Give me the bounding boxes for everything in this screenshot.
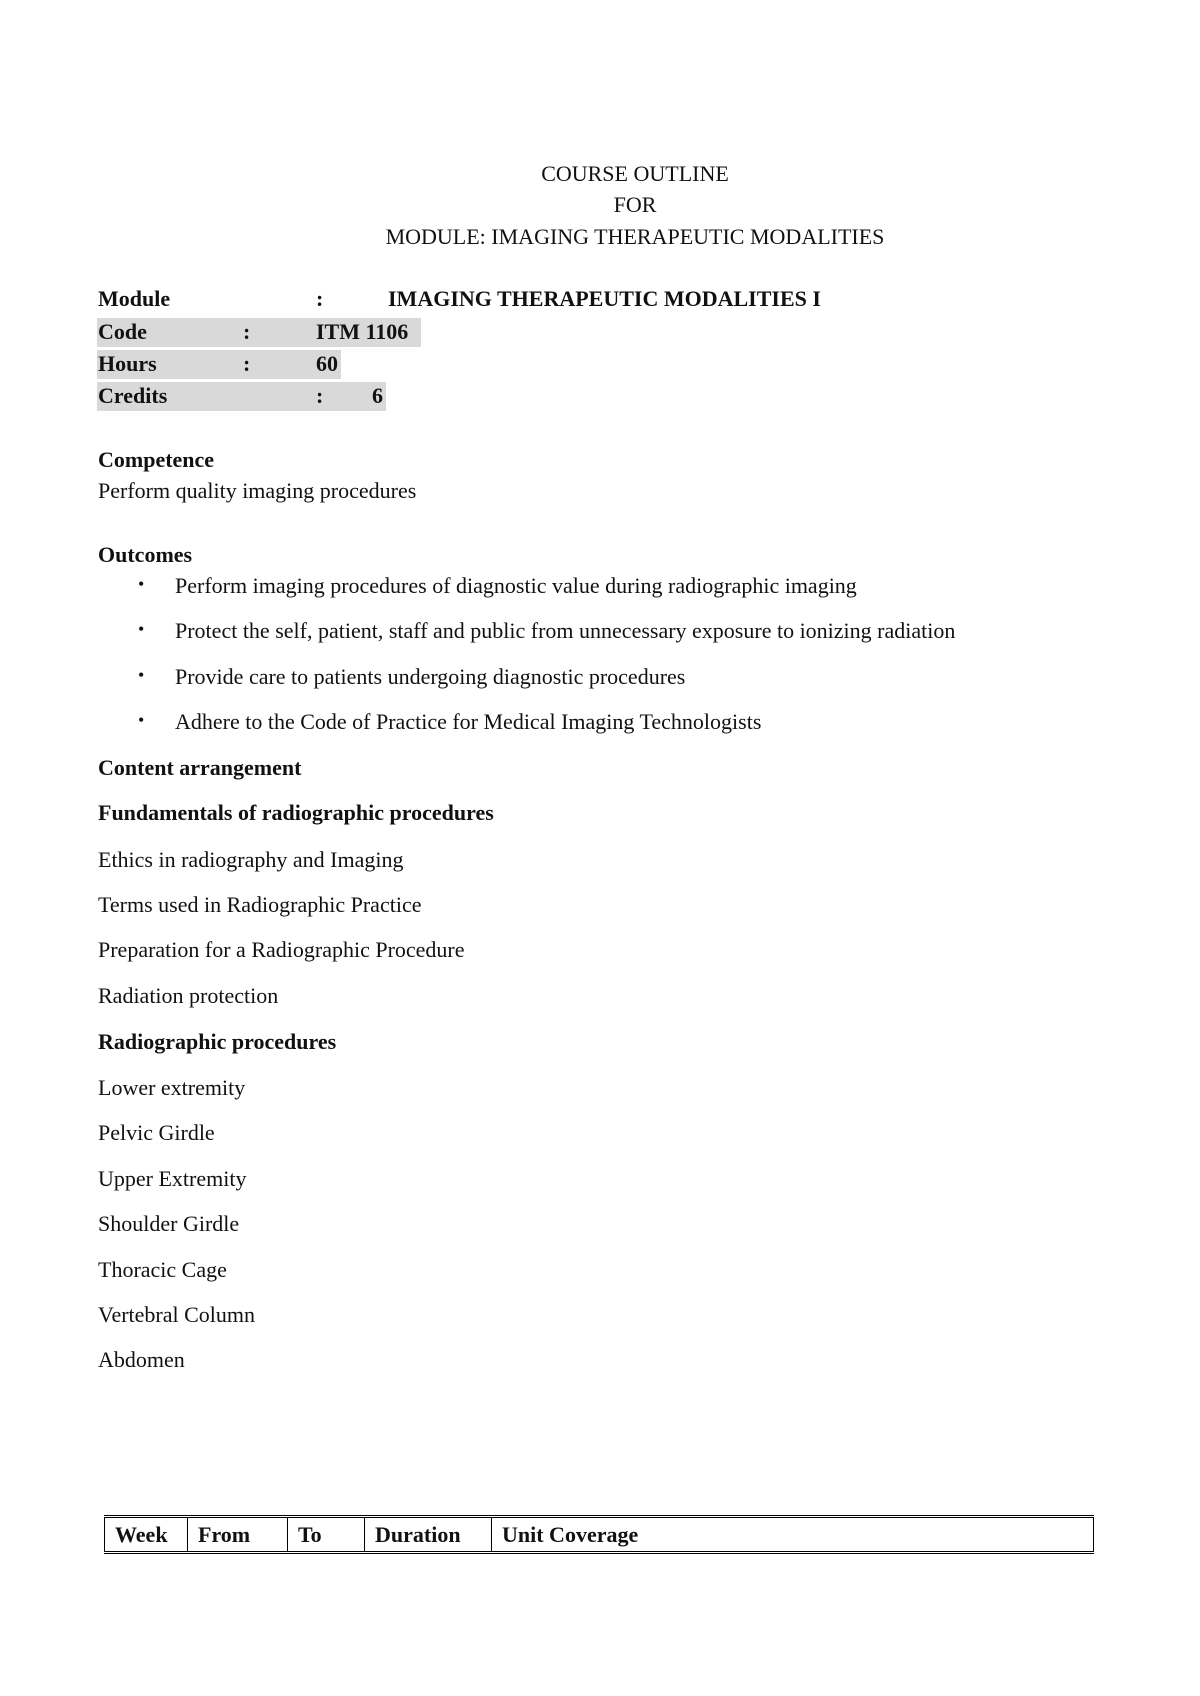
hours-value: 60 bbox=[316, 351, 338, 376]
bullet-icon: • bbox=[138, 574, 145, 594]
competence-heading: Competence bbox=[98, 447, 215, 472]
credits-sep: : bbox=[316, 383, 324, 408]
header-week: Week bbox=[105, 1517, 188, 1553]
table-header-row bbox=[105, 1517, 1094, 1553]
fundamentals-item: Preparation for a Radiographic Procedure bbox=[98, 937, 465, 962]
header-from: From bbox=[188, 1517, 288, 1553]
code-label: Code bbox=[98, 319, 147, 344]
fundamentals-item: Radiation protection bbox=[98, 983, 279, 1008]
content-heading: Content arrangement bbox=[98, 755, 302, 780]
code-sep: : bbox=[243, 319, 251, 344]
header-duration: Duration bbox=[365, 1517, 492, 1553]
outcome-item: Provide care to patients undergoing diagnostic procedures bbox=[175, 664, 686, 689]
fundamentals-item: Ethics in radiography and Imaging bbox=[98, 847, 404, 872]
module-value: IMAGING THERAPEUTIC MODALITIES I bbox=[388, 286, 821, 311]
module-label: Module bbox=[98, 286, 171, 311]
procedure-item: Abdomen bbox=[98, 1347, 185, 1372]
title-line-2: FOR bbox=[613, 192, 657, 217]
fundamentals-item: Terms used in Radiographic Practice bbox=[98, 892, 422, 917]
procedures-heading: Radiographic procedures bbox=[98, 1029, 337, 1054]
competence-text: Perform quality imaging procedures bbox=[98, 478, 417, 503]
bullet-icon: • bbox=[138, 665, 145, 685]
procedure-item: Upper Extremity bbox=[98, 1166, 247, 1191]
hours-sep: : bbox=[243, 351, 251, 376]
credits-label: Credits bbox=[98, 383, 168, 408]
schedule-table bbox=[104, 1515, 1094, 1554]
outcome-item: Perform imaging procedures of diagnostic value during radiographic imaging bbox=[175, 573, 857, 598]
outcome-item: Adhere to the Code of Practice for Medical Imaging Technologists bbox=[175, 709, 762, 734]
outcome-item: Protect the self, patient, staff and public from unnecessary exposure to ionizing radiation bbox=[175, 618, 956, 643]
fundamentals-heading: Fundamentals of radiographic procedures bbox=[98, 800, 494, 825]
procedure-item: Pelvic Girdle bbox=[98, 1120, 215, 1145]
procedure-item: Lower extremity bbox=[98, 1075, 246, 1100]
procedure-item: Thoracic Cage bbox=[98, 1257, 227, 1282]
outcomes-heading: Outcomes bbox=[98, 542, 193, 567]
bullet-icon: • bbox=[138, 619, 145, 639]
code-value: ITM 1106 bbox=[316, 319, 409, 344]
header-unit-coverage: Unit Coverage bbox=[492, 1517, 1094, 1553]
procedure-item: Shoulder Girdle bbox=[98, 1211, 240, 1236]
bullet-icon: • bbox=[138, 710, 145, 730]
module-sep: : bbox=[316, 286, 324, 311]
hours-label: Hours bbox=[98, 351, 157, 376]
title-line-3: MODULE: IMAGING THERAPEUTIC MODALITIES bbox=[385, 224, 885, 249]
procedure-item: Vertebral Column bbox=[98, 1302, 256, 1327]
credits-value: 6 bbox=[372, 383, 383, 408]
header-to: To bbox=[288, 1517, 365, 1553]
title-line-1: COURSE OUTLINE bbox=[541, 161, 729, 186]
